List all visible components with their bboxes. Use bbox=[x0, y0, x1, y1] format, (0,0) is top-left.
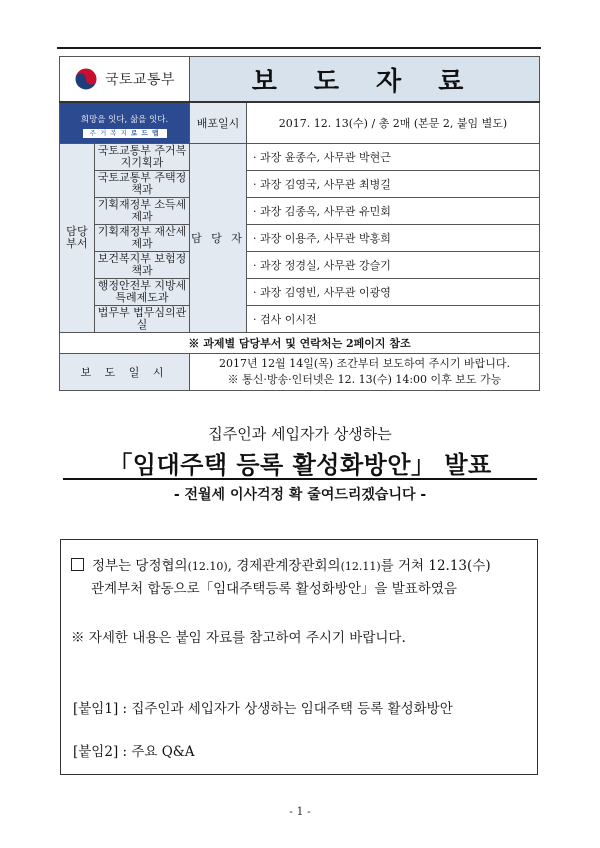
slogan-main: 희망을 잇다, 삶을 잇다. bbox=[80, 114, 169, 125]
p1-text-b: , 경제관계장관회의 bbox=[227, 558, 341, 574]
dept-name: 행정안전부 지방세특례제도과 bbox=[95, 279, 190, 306]
press-release-title: 보 도 자 료 bbox=[251, 66, 478, 97]
charge-label: 담 당 자 bbox=[190, 144, 247, 333]
dept-contact: · 과장 김영국, 사무관 최병길 bbox=[247, 171, 540, 198]
contact-note: ※ 과제별 담당부서 및 연락처는 2페이지 참조 bbox=[60, 333, 540, 354]
p1-date1: (12.10) bbox=[187, 560, 228, 573]
embargo-label: 보 도 일 시 bbox=[60, 354, 190, 391]
taegeuk-emblem-icon bbox=[74, 67, 98, 91]
press-release-header-table bbox=[59, 56, 540, 391]
ministry-name: 국토교통부 bbox=[104, 72, 176, 88]
dept-contact: · 검사 이시전 bbox=[247, 306, 540, 333]
checkbox-bullet-icon bbox=[71, 558, 84, 571]
page-number: - 1 - bbox=[289, 805, 311, 818]
reference-note: ※ 자세한 내용은 붙임 자료를 참고하여 주시기 바랍니다. bbox=[71, 630, 406, 646]
ministry-logo-cell bbox=[60, 57, 190, 103]
headline-sub: - 전월세 이사걱정 확 줄여드리겠습니다 - bbox=[173, 487, 427, 503]
dept-contact: · 과장 이용주, 사무관 박홍희 bbox=[247, 225, 540, 252]
release-label: 배포일시 bbox=[190, 102, 247, 144]
attachment-2: [붙임2] : 주요 Q&A bbox=[73, 744, 195, 760]
slogan-banner bbox=[60, 102, 190, 144]
dept-name: 보건복지부 보험정책과 bbox=[95, 252, 190, 279]
embargo-line2: ※ 통신·방송·인터넷은 12. 13(수) 14:00 이후 보도 가능 bbox=[227, 373, 502, 386]
dept-name: 기획재정부 재산세제과 bbox=[95, 225, 190, 252]
headline-pre: 집주인과 세입자가 상생하는 bbox=[208, 425, 392, 443]
title-rule bbox=[63, 478, 537, 480]
dept-contact: · 과장 김영빈, 사무관 이광영 bbox=[247, 279, 540, 306]
p1-text-a: 정부는 당정협의 bbox=[92, 558, 188, 574]
embargo-line1: 2017년 12월 14일(목) 조간부터 보도하여 주시기 바랍니다. bbox=[219, 357, 510, 371]
attachment-1: [붙임1] : 집주인과 세입자가 상생하는 임대주택 등록 활성화방안 bbox=[73, 701, 453, 717]
summary-box bbox=[60, 539, 538, 775]
p1-date2: (12.11) bbox=[340, 560, 381, 573]
dept-name: 국토교통부 주거복지기획과 bbox=[95, 144, 190, 171]
slogan-sub bbox=[83, 129, 167, 139]
dept-contact: · 과장 정경실, 사무관 강슬기 bbox=[247, 252, 540, 279]
summary-paragraph bbox=[71, 555, 531, 601]
headline-main: 「임대주택 등록 활성화방안」 발표 bbox=[108, 451, 492, 479]
embargo-text bbox=[190, 354, 540, 391]
slogan-sub-left: 주 거 복 지 bbox=[89, 128, 128, 137]
press-release-title-cell bbox=[190, 57, 540, 103]
dept-name: 기획재정부 소득세제과 bbox=[95, 198, 190, 225]
p1-line2: 관계부처 합동으로「임대주택등록 활성화방안」을 발표하였음 bbox=[91, 581, 457, 597]
p1-text-c: 를 거쳐 12.13(수) bbox=[380, 558, 491, 574]
release-value: 2017. 12. 13(수) / 총 2매 (본문 2, 붙임 별도) bbox=[247, 102, 540, 144]
dept-name: 국토교통부 주택정책과 bbox=[95, 171, 190, 198]
dept-contact: · 과장 윤종수, 사무관 박현근 bbox=[247, 144, 540, 171]
slogan-sub-right: 로 드 맵 bbox=[131, 128, 160, 137]
dept-label: 담당 부서 bbox=[60, 144, 95, 333]
dept-name: 법무부 법무심의관실 bbox=[95, 306, 190, 333]
dept-contact: · 과장 김종옥, 사무관 유민회 bbox=[247, 198, 540, 225]
top-rule bbox=[57, 47, 541, 49]
